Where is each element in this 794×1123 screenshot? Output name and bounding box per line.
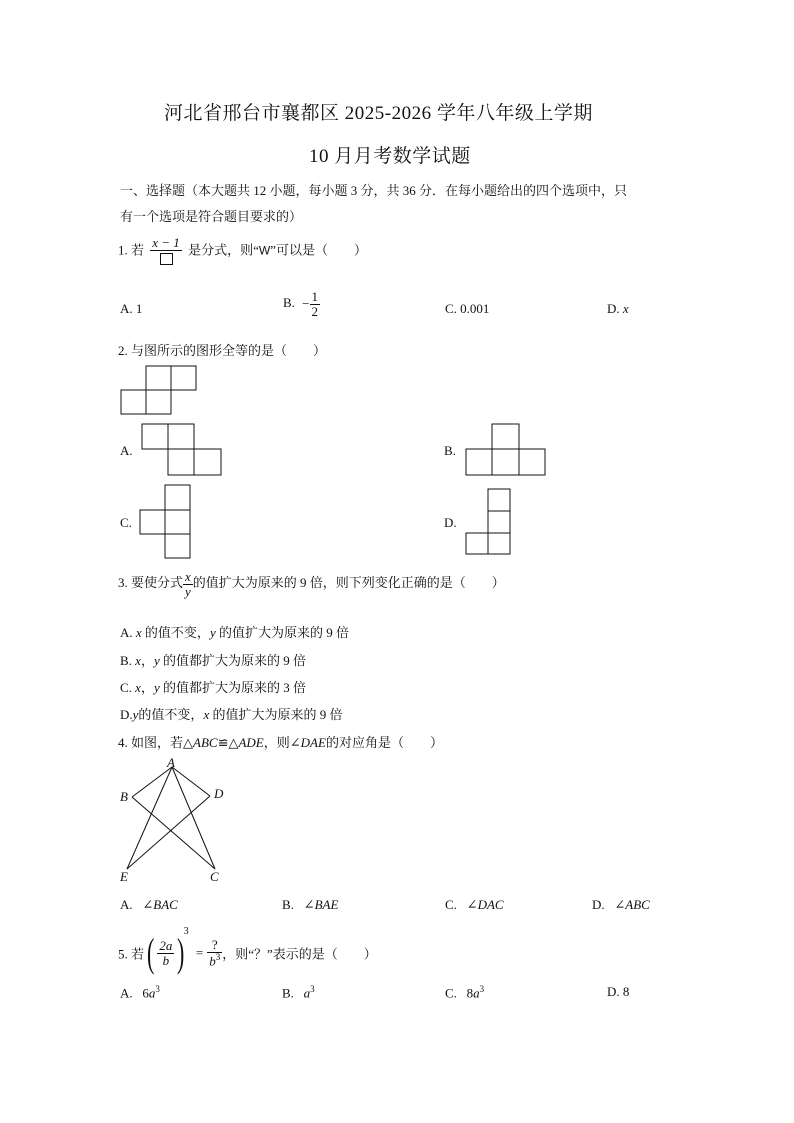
q3-text-after: 的值扩大为原来的 9 倍，则下列变化正确的是（ ） — [192, 575, 505, 591]
q4-option-d — [592, 897, 650, 913]
q5-c-label: C. — [445, 985, 457, 1001]
q4-d-label: D. — [592, 897, 605, 912]
q3-c-var2: y — [153, 680, 160, 695]
q3-a-var2: y — [209, 625, 216, 640]
q5-right-paren: ) — [177, 930, 185, 976]
q3-c-text: ， — [140, 680, 154, 695]
q5-inner-num: 2a — [159, 937, 173, 953]
q4-point-a: A — [167, 755, 175, 770]
q3-d-var2: x — [203, 707, 210, 722]
q1-option-d-var: x — [622, 301, 629, 316]
question-5 — [118, 926, 377, 976]
q4-c-value: ∠DAC — [466, 897, 504, 912]
q1-symbol-w: W — [258, 243, 271, 258]
q1-number: 1. 若 — [118, 242, 145, 258]
q5-right-fraction — [207, 938, 222, 968]
q3-d-var1: y — [132, 707, 139, 722]
q1-b-den: 2 — [311, 303, 319, 319]
document-title-line1: 河北省邢台市襄都区 2025-2026 学年八年级上学期 — [164, 103, 593, 124]
q4-option-b — [282, 897, 338, 913]
q5-a-var: a — [148, 985, 156, 1001]
q5-number: 5. 若 — [118, 946, 145, 962]
q4-text2: ，则 — [263, 735, 290, 750]
q5-right-den-exp: 3 — [215, 951, 221, 962]
q1-option-d-label: D. — [607, 301, 620, 316]
q1-option-a: A. 1 — [120, 301, 143, 316]
q4-point-d: D — [214, 786, 224, 801]
q4-angle-dae: ∠DAE — [289, 735, 326, 750]
q3-d-text2: 的值扩大为原来的 9 倍 — [209, 707, 343, 722]
q5-b-var: a — [303, 985, 311, 1001]
q5-right-den: b — [209, 953, 216, 969]
q5-b-label: B. — [282, 985, 294, 1001]
q3-frac-den: y — [185, 583, 191, 599]
q4-b-value: ∠BAE — [303, 897, 339, 912]
q1-fraction-numerator: x − 1 — [152, 235, 180, 250]
q5-inner-den: b — [157, 953, 174, 968]
q5-inner-fraction — [157, 939, 174, 967]
q4-option-c — [445, 897, 504, 913]
q3-c-text2: 的值都扩大为原来的 3 倍 — [159, 680, 307, 695]
q5-c-exp: 3 — [479, 984, 485, 994]
q2-option-a-label: A. — [120, 443, 133, 458]
q3-b-text2: 的值都扩大为原来的 9 倍 — [159, 653, 307, 668]
q4-text3: 的对应角是（ ） — [325, 735, 443, 750]
q3-b-var2: y — [153, 653, 160, 668]
q5-a-coef: 6 — [142, 985, 149, 1001]
q4-a-label: A. — [120, 897, 133, 912]
q1-b-num: 1 — [311, 289, 319, 304]
q4-d-value: ∠ABC — [614, 897, 650, 912]
q4-text1: 4. 如图，若 — [118, 735, 184, 750]
q3-b-text: ， — [140, 653, 154, 668]
q1-text2: ”可以是（ ） — [270, 242, 367, 258]
q3-frac-num: x — [185, 569, 191, 584]
q4-congruent-symbol: ≌ — [217, 735, 229, 750]
q5-left-paren: ( — [147, 930, 155, 976]
q5-exponent: 3 — [183, 926, 189, 937]
q1-text: 是分式，则“ — [188, 242, 259, 258]
q5-c-var: a — [473, 985, 480, 1001]
q3-a-label: A. — [120, 625, 133, 640]
q3-c-var1: x — [135, 680, 141, 695]
q3-c-label: C. — [120, 680, 132, 695]
q4-option-a — [120, 897, 178, 913]
q2-option-d-label: D. — [444, 515, 457, 530]
q3-b-var1: x — [135, 653, 141, 668]
q5-option-b — [282, 984, 315, 1001]
q2-option-b-label: B. — [444, 443, 456, 458]
section-heading-line2: 有一个选项是符合题目要求的） — [120, 209, 303, 224]
q3-d-label: D. — [120, 707, 133, 722]
q4-triangle-abc: △ABC — [183, 735, 218, 750]
q5-text: ，则“？”表示的是（ ） — [222, 946, 377, 962]
q4-point-c: C — [210, 869, 219, 884]
q4-triangle-ade: △ADE — [228, 735, 264, 750]
q3-a-var1: x — [135, 625, 142, 640]
q4-point-e: E — [120, 869, 128, 884]
q1-option-b-sign: − — [302, 296, 310, 312]
q5-option-c — [445, 984, 484, 1001]
q5-equals: = — [195, 945, 204, 961]
q3-a-text2: 的值扩大为原来的 9 倍 — [215, 625, 349, 640]
q3-b-label: B. — [120, 653, 132, 668]
q3-text-before: 3. 要使分式 — [118, 575, 184, 591]
q5-b-exp: 3 — [310, 984, 315, 994]
q5-option-a — [120, 984, 160, 1001]
q4-a-value: ∠BAC — [142, 897, 178, 912]
q5-option-d: D. 8 — [607, 984, 630, 999]
q5-a-label: A. — [120, 985, 133, 1001]
q4-point-b: B — [120, 789, 128, 804]
q5-right-num: ? — [211, 937, 218, 953]
q1-option-b-label: B. — [283, 295, 295, 311]
document-title-line2: 10 月月考数学试题 — [309, 146, 471, 167]
q5-a-exp: 3 — [155, 984, 160, 994]
q3-d-text: 的值不变， — [138, 707, 204, 722]
q2-option-c-label: C. — [120, 515, 132, 530]
q5-c-coef: 8 — [466, 985, 474, 1001]
q4-c-label: C. — [445, 897, 457, 912]
q3-a-text: 的值不变， — [141, 625, 210, 640]
question-2: 2. 与图所示的图形全等的是（ ） — [118, 343, 327, 358]
q4-b-label: B. — [282, 897, 294, 912]
section-heading-line1: 一、选择题（本大题共 12 小题，每小题 3 分，共 36 分．在每小题给出的四个选项中，只 — [120, 183, 628, 198]
q1-option-c: C. 0.001 — [445, 301, 490, 316]
